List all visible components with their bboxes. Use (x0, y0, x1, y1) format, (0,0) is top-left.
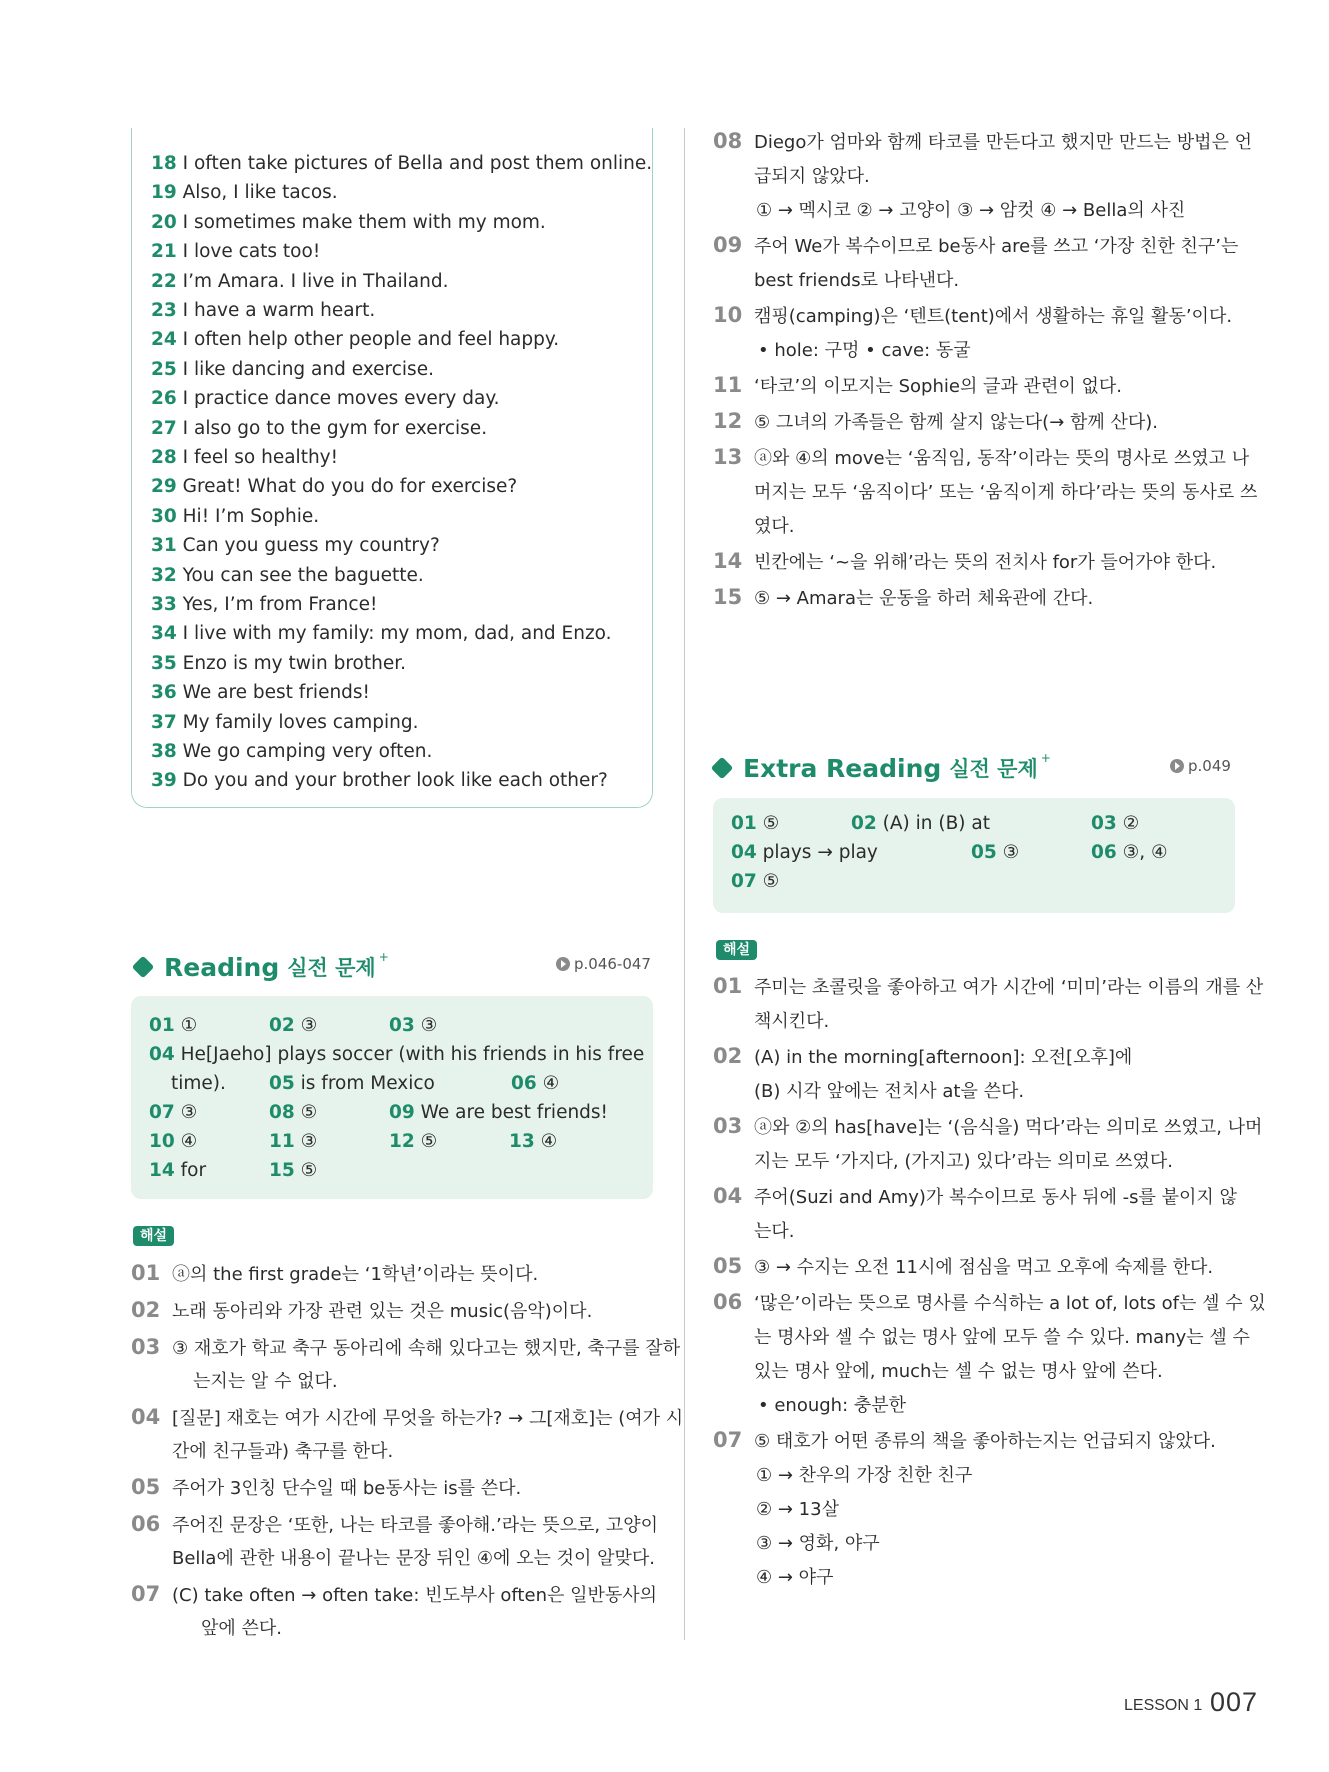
answer-item (389, 1130, 437, 1154)
explanation-number: 15 (713, 585, 743, 609)
answer-item (149, 1159, 206, 1183)
answer-number: 05 (971, 842, 997, 863)
explanation-number: 02 (131, 1298, 161, 1322)
explanation-number: 11 (713, 373, 743, 397)
reading-section-header (131, 950, 389, 984)
explanation-line: 주미는 초콜릿을 좋아하고 여가 시간에 ‘미미’라는 이름의 개를 산 (754, 977, 1264, 998)
answer-item (731, 870, 779, 894)
line-text: Can you guess my country? (182, 535, 440, 557)
answer-number: 14 (149, 1160, 175, 1181)
answer-value: ④ (542, 1073, 560, 1094)
transcript-line (151, 505, 319, 529)
explanation-line: ③ → 영화, 야구 (756, 1533, 880, 1554)
explanation-line: ⓐ와 ④의 move는 ‘움직임, 동작’이라는 뜻의 명사로 쓰였고 나 (754, 448, 1250, 469)
line-number: 31 (151, 535, 177, 557)
explanation-line: ⓐ의 the first grade는 ‘1학년’이라는 뜻이다. (172, 1264, 539, 1285)
answer-item (509, 1130, 557, 1154)
answer-item (269, 1101, 317, 1125)
line-number: 34 (151, 623, 177, 645)
transcript-line (151, 593, 377, 617)
explanation-line: 였다. (754, 516, 795, 537)
transcript-box (131, 128, 653, 808)
explanation-line: 는다. (754, 1221, 795, 1242)
section-title-ko: 실전 문제 (949, 757, 1038, 781)
explanation-line: 주어진 문장은 ‘또한, 나는 타코를 좋아해.’라는 뜻으로, 고양이 (172, 1515, 658, 1536)
explanation-line: 주어가 3인칭 단수일 때 be동사는 is를 쓴다. (172, 1478, 522, 1499)
explanation-line: 머지는 모두 ‘움직이다’ 또는 ‘움직이게 하다’라는 뜻의 동사로 쓰 (754, 482, 1258, 503)
explanation-line: ③ 재호가 학교 축구 동아리에 속해 있다고는 했지만, 축구를 잘하 (172, 1338, 681, 1359)
explanation-line: 는지는 알 수 없다. (193, 1371, 338, 1392)
line-number: 37 (151, 711, 177, 733)
transcript-line (151, 328, 559, 352)
explanation-line: 간에 친구들과) 축구를 한다. (172, 1441, 394, 1462)
line-number: 38 (151, 741, 177, 762)
line-text: We are best friends! (182, 682, 370, 704)
answer-value: is from Mexico (300, 1073, 435, 1094)
explanation-number: 03 (713, 1114, 743, 1138)
line-text: You can see the baguette. (182, 564, 424, 586)
explanation-number: 02 (713, 1044, 743, 1068)
answer-item (1091, 812, 1139, 836)
line-number: 25 (151, 358, 177, 380)
answer-item (149, 1014, 197, 1038)
transcript-line (151, 711, 418, 735)
answer-value: ⑤ (762, 871, 780, 892)
explanation-line: • hole: 구멍 • cave: 동굴 (758, 340, 971, 361)
answer-item (731, 841, 878, 865)
answer-item (511, 1072, 559, 1096)
explanation-line: 주어 We가 복수이므로 be동사 are를 쓰고 ‘가장 친한 친구’는 (754, 236, 1239, 257)
line-text: My family loves camping. (182, 711, 419, 733)
explanation-number: 13 (713, 445, 743, 469)
line-number: 33 (151, 594, 177, 615)
line-text: I often take pictures of Bella and post them online. (182, 153, 653, 174)
explanation-line: ‘타코’의 이모지는 Sophie의 글과 관련이 없다. (754, 376, 1122, 397)
line-number: 26 (151, 388, 177, 410)
play-circle-icon (1170, 759, 1184, 773)
line-text: I sometimes make them with my mom. (182, 211, 546, 233)
line-text: Hi! I’m Sophie. (182, 505, 320, 527)
answer-value: ③ (420, 1015, 438, 1036)
answer-item (389, 1014, 437, 1038)
transcript-line (151, 475, 517, 499)
line-number: 39 (151, 770, 177, 792)
transcript-line (151, 270, 449, 294)
answer-number: 12 (389, 1131, 415, 1152)
line-text: I feel so healthy! (182, 447, 339, 468)
line-number: 20 (151, 211, 177, 233)
explanation-line: 지는 모두 ‘가지다, (가지고) 있다’라는 의미로 쓰였다. (754, 1151, 1174, 1172)
transcript-line (151, 652, 406, 676)
explanation-line: • enough: 충분한 (758, 1395, 907, 1416)
line-text: Great! What do you do for exercise? (182, 476, 518, 498)
answer-value: time). (171, 1073, 226, 1094)
explanation-number: 05 (713, 1254, 743, 1278)
answer-value: ③ (300, 1131, 318, 1152)
line-text: We go camping very often. (182, 741, 433, 762)
explanation-line: (A) in the morning[afternoon]: 오전[오후]에 (754, 1047, 1133, 1068)
explanation-number: 07 (131, 1582, 161, 1606)
explanation-line: ⑤ → Amara는 운동을 하러 체육관에 간다. (754, 588, 1094, 609)
line-text: I also go to the gym for exercise. (182, 417, 488, 439)
haeseol-tag: 해설 (716, 940, 757, 960)
line-number: 27 (151, 417, 177, 439)
line-text: I like dancing and exercise. (182, 358, 434, 380)
explanation-number: 06 (713, 1290, 743, 1314)
explanation-line: 앞에 쓴다. (201, 1618, 282, 1639)
explanation-line: ① → 찬우의 가장 친한 친구 (756, 1465, 973, 1486)
explanation-line: best friends로 나타낸다. (754, 270, 960, 291)
transcript-line (151, 769, 608, 793)
explanation-line: [질문] 재호는 여가 시간에 무엇을 하는가? → 그[재호]는 (여가 시 (172, 1408, 684, 1429)
answer-number: 05 (269, 1073, 295, 1094)
answer-item (1091, 841, 1168, 865)
answer-value: ⑤ (420, 1131, 438, 1152)
explanation-line: 빈칸에는 ‘~을 위해’라는 뜻의 전치사 for가 들어가야 한다. (754, 552, 1217, 573)
answer-number: 04 (731, 842, 757, 863)
transcript-line (151, 387, 500, 411)
answer-item (731, 812, 779, 836)
transcript-line (151, 240, 320, 264)
answer-value: He[Jaeho] plays soccer (with his friends in his free (180, 1044, 645, 1065)
page-ref-text: p.049 (1188, 757, 1231, 775)
transcript-line (151, 740, 432, 764)
answer-item (389, 1101, 608, 1125)
line-number: 23 (151, 300, 177, 321)
transcript-line (151, 534, 440, 558)
answer-item (171, 1072, 226, 1096)
explanation-number: 12 (713, 409, 743, 433)
explanation-line: 있는 명사 앞에, much는 셀 수 없는 명사 앞에 쓴다. (754, 1361, 1163, 1382)
explanation-line: ⑤ 그녀의 가족들은 함께 살지 않는다(→ 함께 산다). (754, 412, 1159, 433)
plus-mark: + (1040, 751, 1051, 765)
page-number: 007 (1210, 1687, 1259, 1717)
transcript-line (151, 152, 652, 176)
plus-mark: + (378, 950, 389, 964)
explanation-number: 10 (713, 303, 743, 327)
explanation-line: Bella에 관한 내용이 끝나는 문장 뒤인 ④에 오는 것이 알맞다. (172, 1548, 655, 1569)
line-number: 21 (151, 241, 177, 263)
line-text: Yes, I’m from France! (182, 594, 378, 615)
line-number: 35 (151, 652, 177, 674)
line-number: 22 (151, 270, 177, 292)
answer-item (149, 1130, 197, 1154)
answer-number: 02 (269, 1015, 295, 1036)
explanation-number: 09 (713, 233, 743, 257)
explanation-number: 07 (713, 1428, 743, 1452)
answer-number: 08 (269, 1102, 295, 1123)
line-text: I often help other people and feel happy. (182, 329, 560, 351)
line-text: I practice dance moves every day. (182, 388, 500, 410)
line-number: 18 (151, 153, 177, 174)
answer-item (269, 1130, 317, 1154)
section-title-en: Reading (164, 952, 280, 982)
explanation-line: (B) 시각 앞에는 전치사 at을 쓴다. (754, 1081, 1025, 1102)
line-number: 24 (151, 329, 177, 351)
line-text: Enzo is my twin brother. (182, 652, 407, 674)
explanation-line: ④ → 야구 (756, 1567, 834, 1588)
transcript-line (151, 211, 546, 235)
line-number: 36 (151, 682, 177, 704)
explanation-line: 급되지 않았다. (754, 166, 870, 187)
explanation-number: 03 (131, 1335, 161, 1359)
line-number: 28 (151, 447, 177, 468)
explanation-number: 05 (131, 1475, 161, 1499)
answer-item (269, 1159, 317, 1183)
answer-value: ① (180, 1015, 198, 1036)
haeseol-tag: 해설 (133, 1226, 174, 1246)
explanation-number: 01 (131, 1261, 161, 1285)
line-text: Also, I like tacos. (182, 182, 338, 204)
transcript-line (151, 299, 375, 323)
explanation-number: 06 (131, 1512, 161, 1536)
answer-item (851, 812, 990, 836)
explanation-number: 04 (713, 1184, 743, 1208)
answer-number: 07 (149, 1102, 175, 1123)
transcript-line (151, 564, 424, 588)
answer-number: 02 (851, 813, 877, 834)
answer-number: 06 (511, 1073, 537, 1094)
answer-number: 10 (149, 1131, 175, 1152)
explanation-number: 08 (713, 129, 743, 153)
answer-item (149, 1043, 644, 1067)
line-text: I’m Amara. I live in Thailand. (182, 270, 449, 292)
explanation-line: 캠핑(camping)은 ‘텐트(tent)에서 생활하는 휴일 활동’이다. (754, 306, 1233, 327)
explanation-line: ⓐ와 ②의 has[have]는 ‘(음식을) 먹다’라는 의미로 쓰였고, 나머 (754, 1117, 1263, 1138)
transcript-line (151, 181, 338, 205)
extra-reading-section-header (710, 751, 1051, 785)
reading-answer-box (131, 996, 653, 1199)
lesson-label: LESSON 1 (1124, 1697, 1203, 1714)
explanation-line: ‘많은’이라는 뜻으로 명사를 수식하는 a lot of, lots of는 셀 수 있 (754, 1293, 1266, 1314)
explanation-line: 책시킨다. (754, 1011, 830, 1032)
line-text: I have a warm heart. (182, 300, 376, 321)
answer-value: ③, ④ (1122, 842, 1168, 863)
answer-number: 07 (731, 871, 757, 892)
answer-value: ③ (1002, 842, 1020, 863)
answer-item (269, 1072, 435, 1096)
answer-value: plays → play (762, 842, 878, 863)
line-text: I love cats too! (182, 241, 321, 263)
transcript-line (151, 417, 487, 441)
explanation-line: ⑤ 태호가 어떤 종류의 책을 좋아하는지는 언급되지 않았다. (754, 1431, 1216, 1452)
transcript-line (151, 622, 612, 646)
explanation-line: ② → 13살 (756, 1499, 839, 1520)
explanation-line: ① → 멕시코 ② → 고양이 ③ → 암컷 ④ → Bella의 사진 (756, 200, 1186, 221)
reading-page-ref (556, 955, 651, 973)
answer-number: 11 (269, 1131, 295, 1152)
play-circle-icon (556, 957, 570, 971)
answer-value: ④ (540, 1131, 558, 1152)
answer-value: ⑤ (300, 1160, 318, 1181)
explanation-line: 는 명사와 셀 수 없는 명사 앞에 모두 쓸 수 있다. many는 셀 수 (754, 1327, 1250, 1348)
line-number: 32 (151, 564, 177, 586)
section-title-en: Extra Reading (743, 753, 942, 783)
extra-answer-box (713, 798, 1235, 913)
answer-value: We are best friends! (420, 1102, 608, 1123)
transcript-line (151, 681, 370, 705)
answer-number: 01 (731, 813, 757, 834)
transcript-line (151, 358, 434, 382)
answer-value: (A) in (B) at (882, 813, 990, 834)
answer-value: ② (1122, 813, 1140, 834)
section-title-ko: 실전 문제 (287, 956, 376, 980)
diamond-icon (711, 757, 734, 780)
explanation-number: 01 (713, 974, 743, 998)
answer-value: ④ (180, 1131, 198, 1152)
answer-number: 03 (389, 1015, 415, 1036)
explanation-line: 노래 동아리와 가장 관련 있는 것은 music(음악)이다. (172, 1301, 593, 1322)
line-number: 29 (151, 476, 177, 498)
extra-page-ref (1170, 757, 1231, 775)
answer-number: 06 (1091, 842, 1117, 863)
answer-number: 01 (149, 1015, 175, 1036)
line-number: 19 (151, 182, 177, 204)
line-text: Do you and your brother look like each other? (182, 770, 608, 792)
explanation-number: 04 (131, 1405, 161, 1429)
answer-value: for (180, 1160, 207, 1181)
explanation-number: 14 (713, 549, 743, 573)
explanation-line: 주어(Suzi and Amy)가 복수이므로 동사 뒤에 -s를 붙이지 않 (754, 1187, 1237, 1208)
answer-item (149, 1101, 197, 1125)
answer-value: ③ (180, 1102, 198, 1123)
answer-item (971, 841, 1019, 865)
page-ref-text: p.046-047 (574, 955, 651, 973)
line-text: I live with my family: my mom, dad, and Enzo. (182, 623, 612, 645)
answer-number: 15 (269, 1160, 295, 1181)
explanation-line: ③ → 수지는 오전 11시에 점심을 먹고 오후에 숙제를 한다. (754, 1257, 1214, 1278)
column-divider (684, 128, 685, 1640)
answer-value: ③ (300, 1015, 318, 1036)
answer-value: ⑤ (762, 813, 780, 834)
answer-item (269, 1014, 317, 1038)
answer-number: 03 (1091, 813, 1117, 834)
answer-number: 13 (509, 1131, 535, 1152)
explanation-line: Diego가 엄마와 함께 타코를 만든다고 했지만 만드는 방법은 언 (754, 132, 1253, 153)
explanation-line: (C) take often → often take: 빈도부사 often은 일반동사의 (172, 1585, 658, 1606)
transcript-line (151, 446, 338, 470)
diamond-icon (132, 956, 155, 979)
answer-number: 04 (149, 1044, 175, 1065)
line-number: 30 (151, 505, 177, 527)
answer-value: ⑤ (300, 1102, 318, 1123)
answer-number: 09 (389, 1102, 415, 1123)
